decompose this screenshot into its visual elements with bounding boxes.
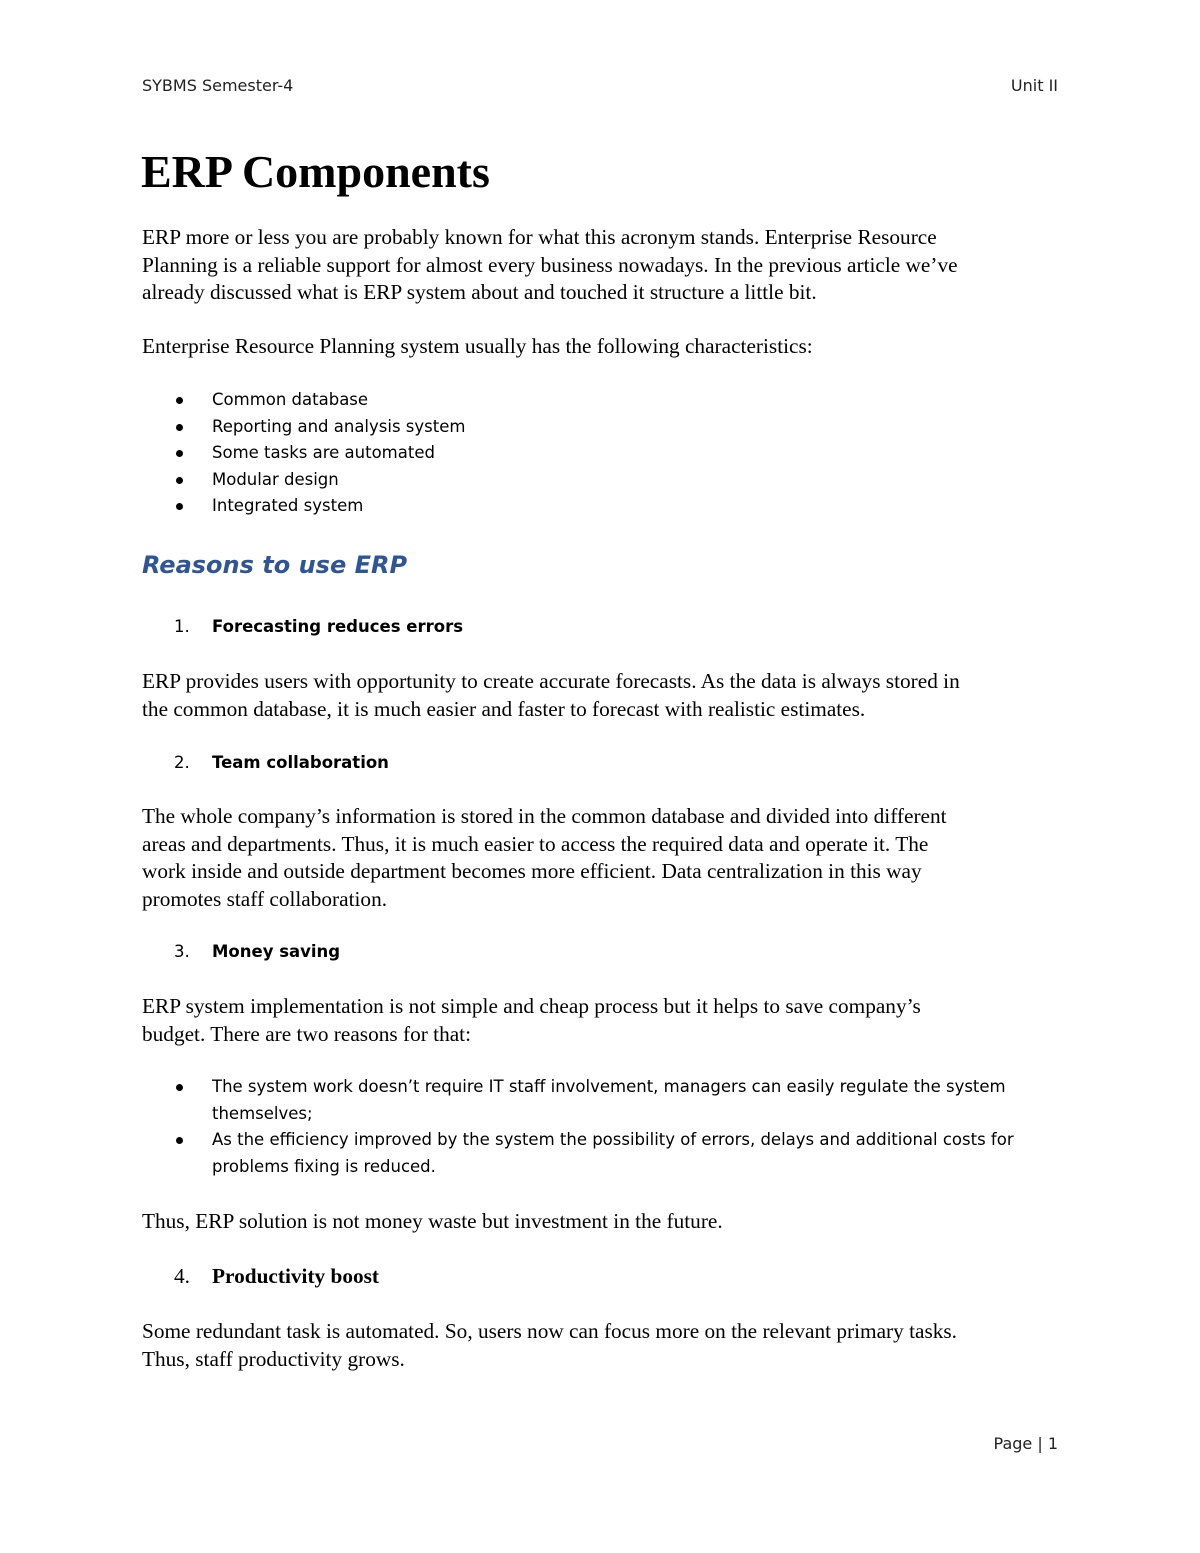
header-course: SYBMS Semester-4 bbox=[142, 76, 294, 95]
characteristics-intro: Enterprise Resource Planning system usually has the following characteristics: bbox=[142, 334, 813, 358]
list-item: Modular design bbox=[142, 467, 465, 494]
bullet-icon bbox=[176, 424, 183, 431]
characteristics-list bbox=[142, 387, 465, 520]
intro-paragraph bbox=[142, 224, 1062, 307]
list-item: Common database bbox=[142, 387, 465, 414]
list-item: The system work doesn’t require IT staff involvement, managers can easily regulate the system themselves; bbox=[142, 1074, 1062, 1127]
reason-paragraph: ERP system implementation is not simple and cheap process but it helps to save company’s budget. There are two reasons for that: bbox=[142, 994, 921, 1046]
list-item: As the efficiency improved by the system the possibility of errors, delays and additional costs for problems fixing is reduced. bbox=[142, 1127, 1062, 1180]
header-unit: Unit II bbox=[1010, 76, 1058, 95]
page-number: Page | 1 bbox=[993, 1434, 1058, 1453]
intro-line: already discussed what is ERP system about and touched it structure a little bit. bbox=[142, 280, 817, 304]
reason-heading: 1. Forecasting reduces errors bbox=[174, 617, 464, 636]
bullet-icon bbox=[176, 477, 183, 484]
section-heading: Reasons to use ERP bbox=[142, 551, 408, 579]
bullet-icon bbox=[176, 1137, 183, 1144]
bullet-icon bbox=[176, 397, 183, 404]
reason-heading: 3. Money saving bbox=[174, 942, 341, 961]
bullet-icon bbox=[176, 503, 183, 510]
reason-paragraph: Some redundant task is automated. So, users now can focus more on the relevant primary tasks. Thus, staff productivity grows. bbox=[142, 1319, 958, 1371]
bullet-icon bbox=[176, 1084, 183, 1091]
reason-heading: 2. Team collaboration bbox=[174, 753, 389, 772]
reason-paragraph: ERP provides users with opportunity to create accurate forecasts. As the data is always stored in the common database, it is much easier and faster to forecast with realistic estimates. bbox=[142, 669, 960, 721]
bullet-icon bbox=[176, 450, 183, 457]
money-saving-reasons bbox=[142, 1074, 1062, 1180]
money-saving-conclusion: Thus, ERP solution is not money waste but investment in the future. bbox=[142, 1209, 723, 1233]
intro-line: Planning is a reliable support for almost every business nowadays. In the previous article we’ve bbox=[142, 252, 958, 277]
reason-paragraph: The whole company’s information is stored in the common database and divided into different areas and departments. Thus, it is much easier to access the required data and operate it. The work inside and outside department becomes more efficient. Data centralization in this way promotes staff collaboration. bbox=[142, 804, 947, 911]
list-item: Some tasks are automated bbox=[142, 440, 465, 467]
list-item: Reporting and analysis system bbox=[142, 414, 465, 441]
intro-line: ERP more or less you are probably known for what this acronym stands. Enterprise Resource bbox=[142, 225, 937, 249]
reason-heading: 4. Productivity boost bbox=[174, 1264, 380, 1288]
page-title: ERP Components bbox=[141, 146, 490, 197]
list-item: Integrated system bbox=[142, 493, 465, 520]
